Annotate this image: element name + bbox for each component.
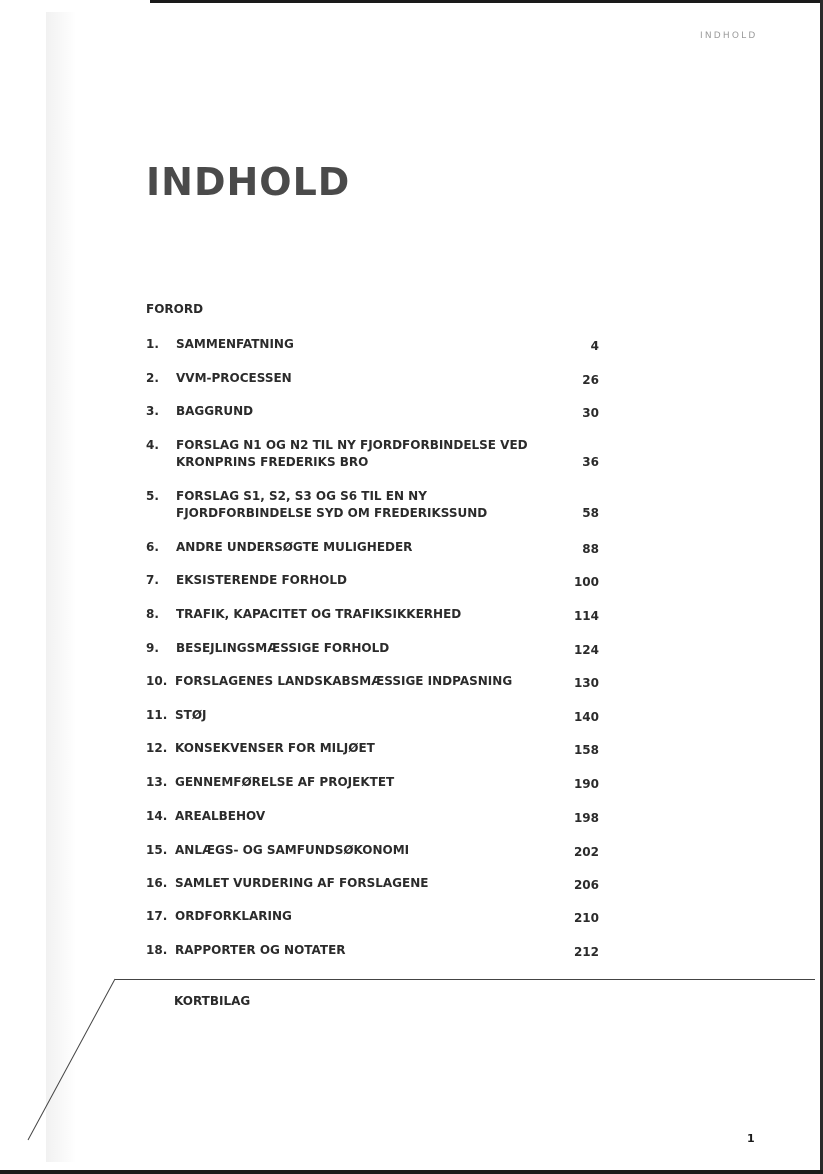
toc-entry-page: 100 bbox=[573, 575, 599, 589]
toc-entry-page: 130 bbox=[573, 676, 599, 690]
toc-entry-number: 17. bbox=[146, 909, 168, 923]
toc-entry-title: EKSISTERENDE FORHOLD bbox=[176, 573, 347, 587]
toc-entry-number: 13. bbox=[146, 775, 168, 789]
toc-entry-page: 36 bbox=[582, 455, 599, 469]
toc-entry-number: 15. bbox=[146, 843, 168, 857]
toc-entry-page: 210 bbox=[573, 911, 599, 925]
toc-entry-number: 10. bbox=[146, 674, 168, 688]
toc-entry-page: 58 bbox=[582, 506, 599, 520]
toc-entry-title: FORSLAG S1, S2, S3 OG S6 TIL EN NY FJORDFORBINDELSE SYD OM FREDERIKSSUND bbox=[176, 489, 488, 520]
toc-entry-title: ORDFORKLARING bbox=[175, 909, 292, 923]
toc-entry-title: FORSLAG N1 OG N2 TIL NY FJORDFORBINDELSE VED KRONPRINS FREDERIKS BRO bbox=[176, 438, 528, 469]
toc-map-appendix: KORTBILAG bbox=[174, 994, 251, 1008]
toc-entry-number: 7. bbox=[146, 573, 159, 587]
toc-entry-number: 3. bbox=[146, 404, 159, 418]
toc-entry-title: GENNEMFØRELSE AF PROJEKTET bbox=[175, 775, 395, 789]
toc-entry-number: 14. bbox=[146, 809, 168, 823]
toc-entry-page: 198 bbox=[573, 811, 599, 825]
toc-entry-title: BAGGRUND bbox=[176, 404, 254, 418]
toc-entry-title: VVM-PROCESSEN bbox=[176, 371, 292, 385]
toc-entry-page: 140 bbox=[573, 710, 599, 724]
toc-entry-title: ANLÆGS- OG SAMFUNDSØKONOMI bbox=[175, 843, 410, 857]
toc-entry-number: 8. bbox=[146, 607, 159, 621]
toc-entry-page: 4 bbox=[590, 339, 599, 353]
toc-entry-page: 190 bbox=[573, 777, 599, 791]
toc-entry-number: 5. bbox=[146, 489, 159, 503]
page-number: 1 bbox=[747, 1132, 755, 1145]
page-title: INDHOLD bbox=[146, 160, 351, 204]
toc-entry-number: 4. bbox=[146, 438, 159, 452]
toc-entry-number: 2. bbox=[146, 371, 159, 385]
toc-entry-number: 6. bbox=[146, 540, 159, 554]
toc-entry-page: 88 bbox=[582, 542, 599, 556]
toc-entry-page: 212 bbox=[573, 945, 599, 959]
toc-entry-page: 124 bbox=[573, 643, 599, 657]
toc-entry-title: BESEJLINGSMÆSSIGE FORHOLD bbox=[176, 641, 390, 655]
toc-entry-title: AREALBEHOV bbox=[175, 809, 266, 823]
divider-line bbox=[115, 979, 815, 980]
toc-entry-page: 114 bbox=[573, 609, 599, 623]
toc-entry-page: 158 bbox=[573, 743, 599, 757]
toc-entry-number: 1. bbox=[146, 337, 159, 351]
toc-entry-page: 26 bbox=[582, 373, 599, 387]
toc-entry-title: FORSLAGENES LANDSKABSMÆSSIGE INDPASNING bbox=[175, 674, 513, 688]
toc-entry-title: ANDRE UNDERSØGTE MULIGHEDER bbox=[176, 540, 413, 554]
toc-entry-number: 9. bbox=[146, 641, 159, 655]
toc-entry-number: 12. bbox=[146, 741, 168, 755]
toc-entry-number: 11. bbox=[146, 708, 168, 722]
toc-entry-title: STØJ bbox=[175, 708, 207, 722]
toc-foreword: FORORD bbox=[146, 302, 204, 316]
toc-entry-title: SAMMENFATNING bbox=[176, 337, 294, 351]
toc-entry-page: 30 bbox=[582, 406, 599, 420]
toc-entry-title: KONSEKVENSER FOR MILJØET bbox=[175, 741, 375, 755]
toc-entry-title: SAMLET VURDERING AF FORSLAGENE bbox=[175, 876, 429, 890]
toc-entry-title: TRAFIK, KAPACITET OG TRAFIKSIKKERHED bbox=[176, 607, 462, 621]
toc-entry-title: RAPPORTER OG NOTATER bbox=[175, 943, 346, 957]
running-head: INDHOLD bbox=[700, 31, 758, 41]
toc-entry-number: 16. bbox=[146, 876, 168, 890]
toc-entry-number: 18. bbox=[146, 943, 168, 957]
toc-entry-page: 202 bbox=[573, 845, 599, 859]
toc-entry-page: 206 bbox=[573, 878, 599, 892]
